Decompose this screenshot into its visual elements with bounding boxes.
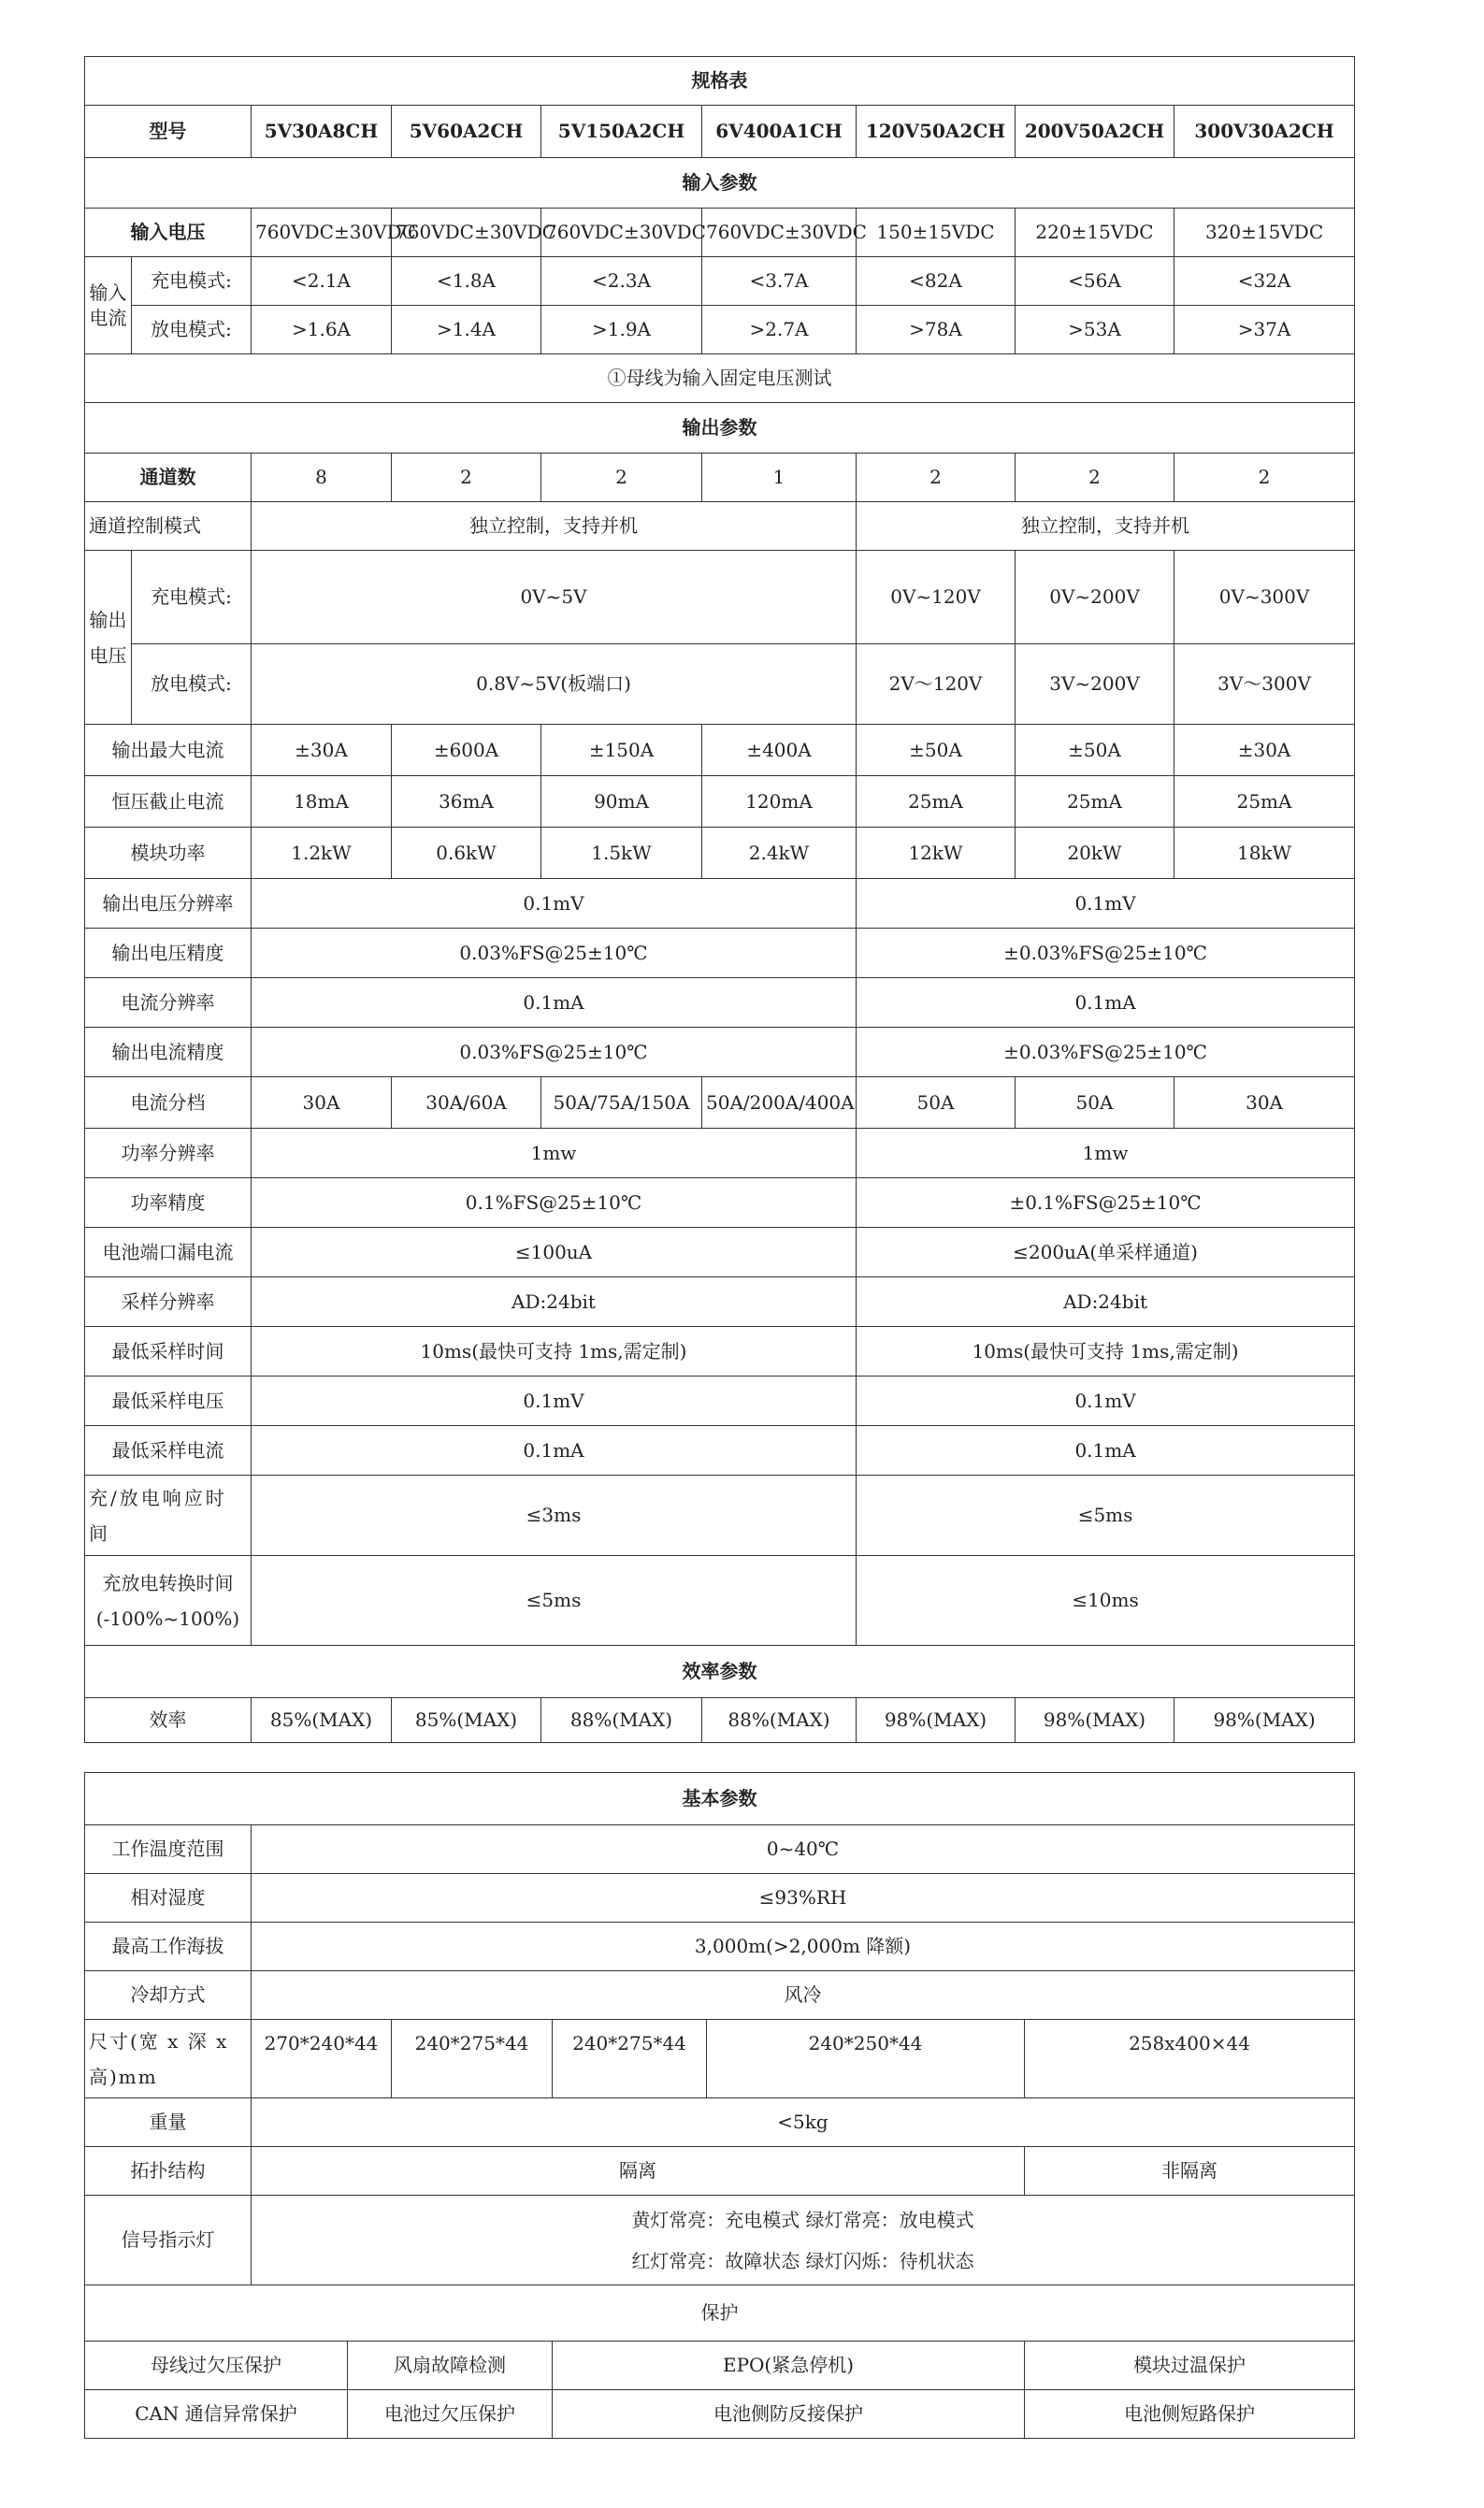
input-current-cell: <3.7A bbox=[702, 257, 857, 306]
model-cell: 6V400A1CH bbox=[702, 106, 857, 158]
size-cell: 258x400×44 bbox=[1025, 2020, 1355, 2098]
i-range-cell: 30A bbox=[252, 1077, 392, 1129]
v-accuracy-label: 输出电压精度 bbox=[85, 929, 252, 978]
min-sample-i-row bbox=[85, 1426, 1355, 1476]
input-current-cell: >37A bbox=[1174, 306, 1355, 354]
temp-value: 0~40℃ bbox=[252, 1825, 1355, 1874]
min-sample-v-label: 最低采样电压 bbox=[85, 1377, 252, 1426]
model-row bbox=[85, 106, 1355, 158]
max-current-row bbox=[85, 725, 1355, 776]
channels-cell: 1 bbox=[702, 454, 857, 502]
cv-cutoff-row bbox=[85, 776, 1355, 828]
response-cell: ≤3ms bbox=[252, 1476, 857, 1556]
humidity-row bbox=[85, 1874, 1355, 1923]
min-sample-v-cell: 0.1mV bbox=[857, 1377, 1355, 1426]
module-power-cell: 12kW bbox=[857, 828, 1016, 879]
i-accuracy-row bbox=[85, 1028, 1355, 1077]
control-mode-label: 通道控制模式 bbox=[85, 502, 252, 551]
model-cell: 300V30A2CH bbox=[1174, 106, 1355, 158]
input-voltage-cell: 220±15VDC bbox=[1016, 209, 1174, 257]
v-resolution-label: 输出电压分辨率 bbox=[85, 879, 252, 929]
altitude-value: 3,000m(>2,000m 降额) bbox=[252, 1923, 1355, 1971]
i-accuracy-cell: 0.03%FS@25±10℃ bbox=[252, 1028, 857, 1077]
channels-row bbox=[85, 454, 1355, 502]
cv-cutoff-cell: 120mA bbox=[702, 776, 857, 828]
leak-row bbox=[85, 1228, 1355, 1277]
output-voltage-cell: 0V~300V bbox=[1174, 551, 1355, 644]
p-resolution-cell: 1mw bbox=[252, 1129, 857, 1178]
module-power-cell: 0.6kW bbox=[392, 828, 541, 879]
response-label: 充/放电响应时间 bbox=[85, 1476, 252, 1556]
protection-row-1 bbox=[85, 2342, 1355, 2390]
model-cell: 5V150A2CH bbox=[541, 106, 702, 158]
output-voltage-cell: 3V~200V bbox=[1016, 644, 1174, 725]
efficiency-section-header: 效率参数 bbox=[85, 1646, 1355, 1698]
cv-cutoff-cell: 25mA bbox=[1174, 776, 1355, 828]
humidity-label: 相对湿度 bbox=[85, 1874, 252, 1923]
topology-label: 拓扑结构 bbox=[85, 2147, 252, 2196]
module-power-cell: 1.5kW bbox=[541, 828, 702, 879]
i-range-label: 电流分档 bbox=[85, 1077, 252, 1129]
response-row bbox=[85, 1476, 1355, 1556]
input-voltage-row bbox=[85, 209, 1355, 257]
input-voltage-cell: 760VDC±30VDC bbox=[702, 209, 857, 257]
output-voltage-cell: 3V～300V bbox=[1174, 644, 1355, 725]
size-cell: 240*275*44 bbox=[553, 2020, 707, 2098]
i-accuracy-label: 输出电流精度 bbox=[85, 1028, 252, 1077]
size-cell: 240*275*44 bbox=[392, 2020, 553, 2098]
efficiency-label: 效率 bbox=[85, 1698, 252, 1743]
cv-cutoff-cell: 90mA bbox=[541, 776, 702, 828]
module-power-cell: 2.4kW bbox=[702, 828, 857, 879]
protection-item: 电池侧短路保护 bbox=[1025, 2390, 1355, 2439]
input-voltage-cell: 760VDC±30VDC bbox=[392, 209, 541, 257]
channels-cell: 2 bbox=[1174, 454, 1355, 502]
topology-cell: 隔离 bbox=[252, 2147, 1025, 2196]
efficiency-cell: 85%(MAX) bbox=[252, 1698, 392, 1743]
leak-cell: ≤100uA bbox=[252, 1228, 857, 1277]
switch-cell: ≤10ms bbox=[857, 1556, 1355, 1646]
input-voltage-cell: 760VDC±30VDC bbox=[252, 209, 392, 257]
v-accuracy-cell: 0.03%FS@25±10℃ bbox=[252, 929, 857, 978]
size-label: 尺寸(宽 x 深 x 高)mm bbox=[85, 2020, 252, 2098]
input-current-cell: <1.8A bbox=[392, 257, 541, 306]
altitude-label: 最高工作海拔 bbox=[85, 1923, 252, 1971]
weight-row bbox=[85, 2098, 1355, 2147]
max-current-cell: ±30A bbox=[252, 725, 392, 776]
input-current-cell: <32A bbox=[1174, 257, 1355, 306]
i-range-cell: 30A/60A bbox=[392, 1077, 541, 1129]
protection-item: 电池过欠压保护 bbox=[348, 2390, 553, 2439]
i-range-cell: 50A bbox=[1016, 1077, 1174, 1129]
cv-cutoff-cell: 25mA bbox=[1016, 776, 1174, 828]
altitude-row bbox=[85, 1923, 1355, 1971]
max-current-cell: ±400A bbox=[702, 725, 857, 776]
spec-title: 规格表 bbox=[85, 57, 1355, 106]
weight-value: <5kg bbox=[252, 2098, 1355, 2147]
efficiency-row bbox=[85, 1698, 1355, 1743]
i-accuracy-cell: ±0.03%FS@25±10℃ bbox=[857, 1028, 1355, 1077]
input-current-cell: >1.4A bbox=[392, 306, 541, 354]
cooling-label: 冷却方式 bbox=[85, 1971, 252, 2020]
efficiency-cell: 85%(MAX) bbox=[392, 1698, 541, 1743]
min-sample-time-row bbox=[85, 1327, 1355, 1377]
channels-cell: 8 bbox=[252, 454, 392, 502]
output-section-header: 输出参数 bbox=[85, 403, 1355, 454]
i-range-row bbox=[85, 1077, 1355, 1129]
efficiency-cell: 88%(MAX) bbox=[702, 1698, 857, 1743]
p-resolution-cell: 1mw bbox=[857, 1129, 1355, 1178]
discharge-mode-label: 放电模式: bbox=[132, 644, 252, 725]
input-current-discharge-row bbox=[85, 306, 1355, 354]
efficiency-cell: 98%(MAX) bbox=[1174, 1698, 1355, 1743]
max-current-cell: ±150A bbox=[541, 725, 702, 776]
protection-item: EPO(紧急停机) bbox=[553, 2342, 1025, 2390]
cv-cutoff-cell: 25mA bbox=[857, 776, 1016, 828]
min-sample-v-cell: 0.1mV bbox=[252, 1377, 857, 1426]
input-current-cell: >1.9A bbox=[541, 306, 702, 354]
output-voltage-cell: 0.8V~5V(板端口) bbox=[252, 644, 857, 725]
v-resolution-cell: 0.1mV bbox=[857, 879, 1355, 929]
input-current-cell: >78A bbox=[857, 306, 1016, 354]
charge-mode-label: 充电模式: bbox=[132, 551, 252, 644]
v-accuracy-row bbox=[85, 929, 1355, 978]
max-current-cell: ±30A bbox=[1174, 725, 1355, 776]
v-resolution-cell: 0.1mV bbox=[252, 879, 857, 929]
control-mode-row bbox=[85, 502, 1355, 551]
protection-item: CAN 通信异常保护 bbox=[85, 2390, 348, 2439]
protection-item: 风扇故障检测 bbox=[348, 2342, 553, 2390]
discharge-mode-label: 放电模式: bbox=[132, 306, 252, 354]
min-sample-i-label: 最低采样电流 bbox=[85, 1426, 252, 1476]
model-cell: 120V50A2CH bbox=[857, 106, 1016, 158]
input-current-cell: >2.7A bbox=[702, 306, 857, 354]
min-sample-time-cell: 10ms(最快可支持 1ms,需定制) bbox=[857, 1327, 1355, 1377]
input-current-cell: >53A bbox=[1016, 306, 1174, 354]
indicator-value bbox=[252, 2196, 1355, 2285]
input-voltage-label: 输入电压 bbox=[85, 209, 252, 257]
i-range-cell: 50A/200A/400A bbox=[702, 1077, 857, 1129]
weight-label: 重量 bbox=[85, 2098, 252, 2147]
sample-res-label: 采样分辨率 bbox=[85, 1277, 252, 1327]
output-voltage-cell: 0V~5V bbox=[252, 551, 857, 644]
p-accuracy-label: 功率精度 bbox=[85, 1178, 252, 1228]
p-accuracy-cell: ±0.1%FS@25±10℃ bbox=[857, 1178, 1355, 1228]
efficiency-cell: 98%(MAX) bbox=[1016, 1698, 1174, 1743]
topology-row bbox=[85, 2147, 1355, 2196]
indicator-line-2: 红灯常亮：故障状态 绿灯闪烁：待机状态 bbox=[631, 2249, 974, 2272]
input-current-cell: <82A bbox=[857, 257, 1016, 306]
size-cell: 240*250*44 bbox=[707, 2020, 1025, 2098]
module-power-cell: 18kW bbox=[1174, 828, 1355, 879]
input-current-cell: <2.3A bbox=[541, 257, 702, 306]
i-range-cell: 30A bbox=[1174, 1077, 1355, 1129]
i-range-cell: 50A bbox=[857, 1077, 1016, 1129]
output-voltage-cell: 0V~200V bbox=[1016, 551, 1174, 644]
module-power-row bbox=[85, 828, 1355, 879]
sample-res-cell: AD:24bit bbox=[857, 1277, 1355, 1327]
min-sample-time-label: 最低采样时间 bbox=[85, 1327, 252, 1377]
output-voltage-cell: 0V~120V bbox=[857, 551, 1016, 644]
output-voltage-discharge-row bbox=[85, 644, 1355, 725]
p-resolution-row bbox=[85, 1129, 1355, 1178]
module-power-label: 模块功率 bbox=[85, 828, 252, 879]
channels-cell: 2 bbox=[1016, 454, 1174, 502]
protection-row-2 bbox=[85, 2390, 1355, 2439]
input-current-cell: <56A bbox=[1016, 257, 1174, 306]
i-resolution-label: 电流分辨率 bbox=[85, 978, 252, 1028]
spec-table bbox=[84, 56, 1355, 1743]
v-resolution-row bbox=[85, 879, 1355, 929]
cooling-value: 风冷 bbox=[252, 1971, 1355, 2020]
basic-title: 基本参数 bbox=[85, 1773, 1355, 1825]
output-voltage-label: 输出电压 bbox=[85, 551, 132, 725]
min-sample-v-row bbox=[85, 1377, 1355, 1426]
temp-row bbox=[85, 1825, 1355, 1874]
output-voltage-charge-row bbox=[85, 551, 1355, 644]
output-voltage-cell: 2V～120V bbox=[857, 644, 1016, 725]
v-accuracy-cell: ±0.03%FS@25±10℃ bbox=[857, 929, 1355, 978]
humidity-value: ≤93%RH bbox=[252, 1874, 1355, 1923]
cv-cutoff-label: 恒压截止电流 bbox=[85, 776, 252, 828]
indicator-line-1: 黄灯常亮：充电模式 绿灯常亮：放电模式 bbox=[631, 2208, 974, 2231]
input-current-cell: <2.1A bbox=[252, 257, 392, 306]
switch-cell: ≤5ms bbox=[252, 1556, 857, 1646]
size-row bbox=[85, 2020, 1355, 2098]
input-current-cell: >1.6A bbox=[252, 306, 392, 354]
channels-cell: 2 bbox=[392, 454, 541, 502]
i-range-cell: 50A/75A/150A bbox=[541, 1077, 702, 1129]
protection-item: 模块过温保护 bbox=[1025, 2342, 1355, 2390]
leak-label: 电池端口漏电流 bbox=[85, 1228, 252, 1277]
p-resolution-label: 功率分辨率 bbox=[85, 1129, 252, 1178]
module-power-cell: 1.2kW bbox=[252, 828, 392, 879]
cv-cutoff-cell: 18mA bbox=[252, 776, 392, 828]
basic-params-table bbox=[84, 1772, 1355, 2439]
cv-cutoff-cell: 36mA bbox=[392, 776, 541, 828]
i-resolution-cell: 0.1mA bbox=[252, 978, 857, 1028]
leak-cell: ≤200uA(单采样通道) bbox=[857, 1228, 1355, 1277]
model-cell: 5V60A2CH bbox=[392, 106, 541, 158]
model-label: 型号 bbox=[85, 106, 252, 158]
protection-item: 母线过欠压保护 bbox=[85, 2342, 348, 2390]
min-sample-time-cell: 10ms(最快可支持 1ms,需定制) bbox=[252, 1327, 857, 1377]
module-power-cell: 20kW bbox=[1016, 828, 1174, 879]
control-mode-cell: 独立控制，支持并机 bbox=[857, 502, 1355, 551]
protection-item: 电池侧防反接保护 bbox=[553, 2390, 1025, 2439]
channels-cell: 2 bbox=[857, 454, 1016, 502]
model-cell: 5V30A8CH bbox=[252, 106, 392, 158]
sample-res-row bbox=[85, 1277, 1355, 1327]
min-sample-i-cell: 0.1mA bbox=[252, 1426, 857, 1476]
channels-label: 通道数 bbox=[85, 454, 252, 502]
input-section-header: 输入参数 bbox=[85, 158, 1355, 209]
p-accuracy-row bbox=[85, 1178, 1355, 1228]
efficiency-cell: 98%(MAX) bbox=[857, 1698, 1016, 1743]
input-current-label: 输入电流 bbox=[85, 257, 132, 354]
max-current-cell: ±50A bbox=[1016, 725, 1174, 776]
indicator-label: 信号指示灯 bbox=[85, 2196, 252, 2285]
protection-title: 保护 bbox=[85, 2285, 1355, 2342]
input-voltage-cell: 150±15VDC bbox=[857, 209, 1016, 257]
efficiency-cell: 88%(MAX) bbox=[541, 1698, 702, 1743]
input-voltage-cell: 320±15VDC bbox=[1174, 209, 1355, 257]
cooling-row bbox=[85, 1971, 1355, 2020]
min-sample-i-cell: 0.1mA bbox=[857, 1426, 1355, 1476]
charge-mode-label: 充电模式: bbox=[132, 257, 252, 306]
input-voltage-cell: 760VDC±30VDC bbox=[541, 209, 702, 257]
max-current-cell: ±600A bbox=[392, 725, 541, 776]
max-current-label: 输出最大电流 bbox=[85, 725, 252, 776]
indicator-row bbox=[85, 2196, 1355, 2285]
channels-cell: 2 bbox=[541, 454, 702, 502]
max-current-cell: ±50A bbox=[857, 725, 1016, 776]
size-cell: 270*240*44 bbox=[252, 2020, 392, 2098]
input-note: ①母线为输入固定电压测试 bbox=[85, 354, 1355, 403]
sample-res-cell: AD:24bit bbox=[252, 1277, 857, 1327]
topology-cell: 非隔离 bbox=[1025, 2147, 1355, 2196]
switch-row bbox=[85, 1556, 1355, 1646]
i-resolution-cell: 0.1mA bbox=[857, 978, 1355, 1028]
temp-label: 工作温度范围 bbox=[85, 1825, 252, 1874]
switch-label: 充放电转换时间(-100%~100%) bbox=[85, 1556, 252, 1646]
i-resolution-row bbox=[85, 978, 1355, 1028]
response-cell: ≤5ms bbox=[857, 1476, 1355, 1556]
control-mode-cell: 独立控制，支持并机 bbox=[252, 502, 857, 551]
p-accuracy-cell: 0.1%FS@25±10℃ bbox=[252, 1178, 857, 1228]
model-cell: 200V50A2CH bbox=[1016, 106, 1174, 158]
input-current-charge-row bbox=[85, 257, 1355, 306]
